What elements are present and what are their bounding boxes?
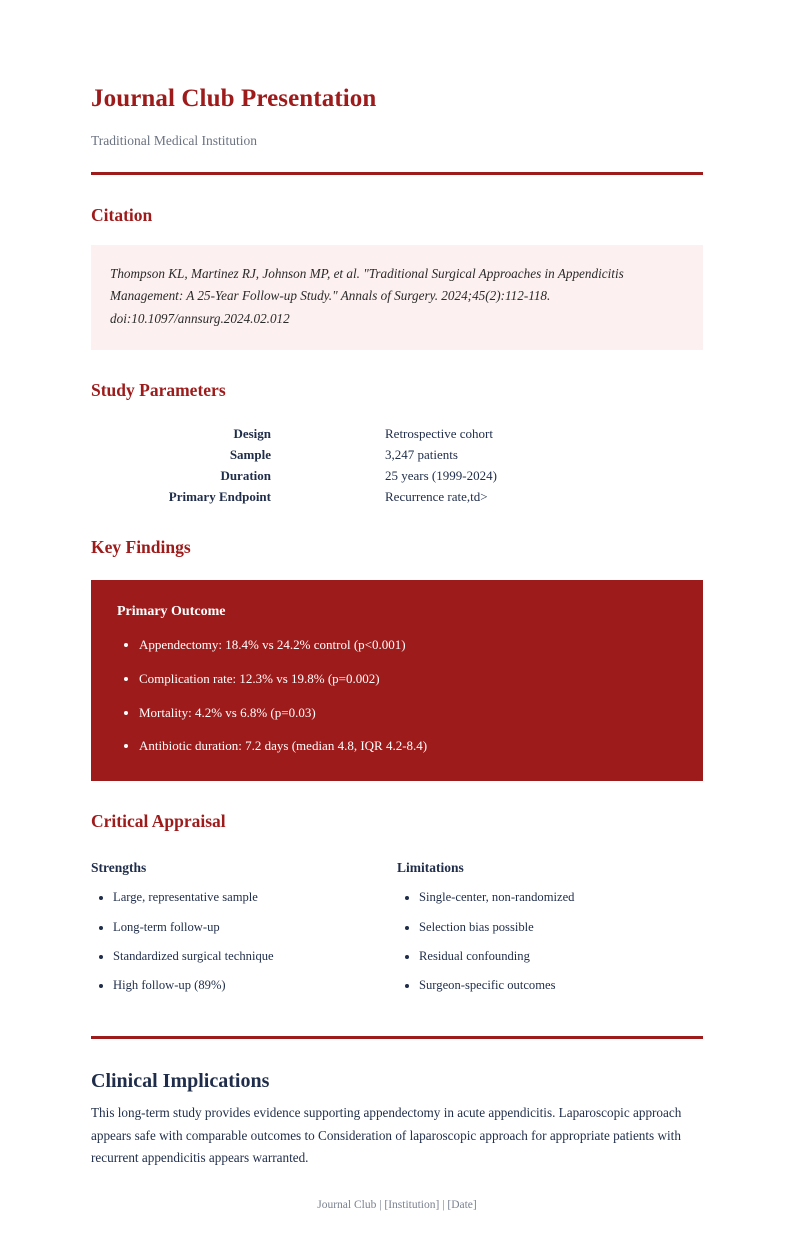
list-item: • Complication rate: 12.3% vs 19.8% (p=0.002) — [139, 671, 677, 688]
list-item: • Single-center, non-randomized — [419, 889, 685, 905]
strengths-list — [91, 889, 379, 993]
list-item: • Long-term follow-up — [113, 919, 379, 935]
citation-box — [91, 245, 703, 350]
param-label: Primary Endpoint — [168, 488, 271, 504]
study-parameters-section — [91, 380, 703, 507]
study-parameters-heading: Study Parameters — [91, 379, 226, 400]
limitations-list — [397, 889, 685, 993]
table-row — [91, 423, 703, 444]
page-title: Journal Club Presentation — [91, 85, 377, 112]
list-item: • Mortality: 4.2% vs 6.8% (p=0.03) — [139, 705, 677, 722]
clinical-implications-body: This long-term study provides evidence supporting appendectomy in acute appendicitis. Laparoscopic approach appears safe with comparable outcomes to Consideration of laparoscopic approach for appropriate patients with recurrent appendicitis appears warranted. — [91, 1104, 682, 1166]
citation-heading: Citation — [91, 204, 153, 225]
list-item: • Large, representative sample — [113, 889, 379, 905]
institution-subtitle: Traditional Medical Institution — [91, 132, 257, 148]
clinical-implications-section — [91, 1069, 703, 1170]
list-item: • Selection bias possible — [419, 919, 685, 935]
primary-outcome-title: Primary Outcome — [117, 603, 226, 619]
primary-outcome-list — [117, 637, 677, 756]
strengths-column — [91, 860, 397, 993]
list-item: • Appendectomy: 18.4% vs 24.2% control (p<0.001) — [139, 637, 677, 654]
key-findings-heading: Key Findings — [91, 536, 191, 557]
param-value: 3,247 patients — [385, 446, 458, 462]
param-label: Duration — [220, 467, 271, 483]
param-label: Sample — [229, 446, 271, 462]
document-header — [91, 85, 703, 175]
critical-appraisal-section — [91, 811, 703, 993]
param-value: Retrospective cohort — [385, 425, 493, 441]
param-value: Recurrence rate,td> — [385, 488, 488, 504]
citation-text: Thompson KL, Martinez RJ, Johnson MP, et al. "Traditional Surgical Approaches in Appendicitis Management: A 25-Year Follow-up Study." Annals of Surgery. 2024;45(2):112-118. doi:10.1097/annsurg.2024.02.012 — [110, 265, 624, 327]
list-item: • Antibiotic duration: 7.2 days (median 4.8, IQR 4.2-8.4) — [139, 738, 677, 755]
param-value: 25 years (1999-2024) — [385, 467, 497, 483]
critical-appraisal-heading: Critical Appraisal — [91, 811, 226, 832]
list-item: • High follow-up (89%) — [113, 977, 379, 993]
list-item: • Surgeon-specific outcomes — [419, 977, 685, 993]
header-divider — [91, 172, 703, 175]
primary-outcome-panel — [91, 580, 703, 782]
limitations-column — [397, 860, 703, 993]
implications-divider — [91, 1036, 703, 1039]
list-item: • Residual confounding — [419, 948, 685, 964]
strengths-title: Strengths — [91, 860, 147, 876]
limitations-title: Limitations — [397, 860, 464, 876]
table-row — [91, 465, 703, 486]
clinical-implications-heading: Clinical Implications — [91, 1069, 270, 1092]
list-item: • Standardized surgical technique — [113, 948, 379, 964]
key-findings-section — [91, 537, 703, 782]
table-row — [91, 486, 703, 507]
study-parameters-table — [91, 423, 703, 507]
citation-section — [91, 205, 703, 350]
document-footer: Journal Club | [Institution] | [Date] — [317, 1198, 477, 1211]
table-row — [91, 444, 703, 465]
appraisal-columns — [91, 860, 703, 993]
param-label: Design — [233, 425, 271, 441]
